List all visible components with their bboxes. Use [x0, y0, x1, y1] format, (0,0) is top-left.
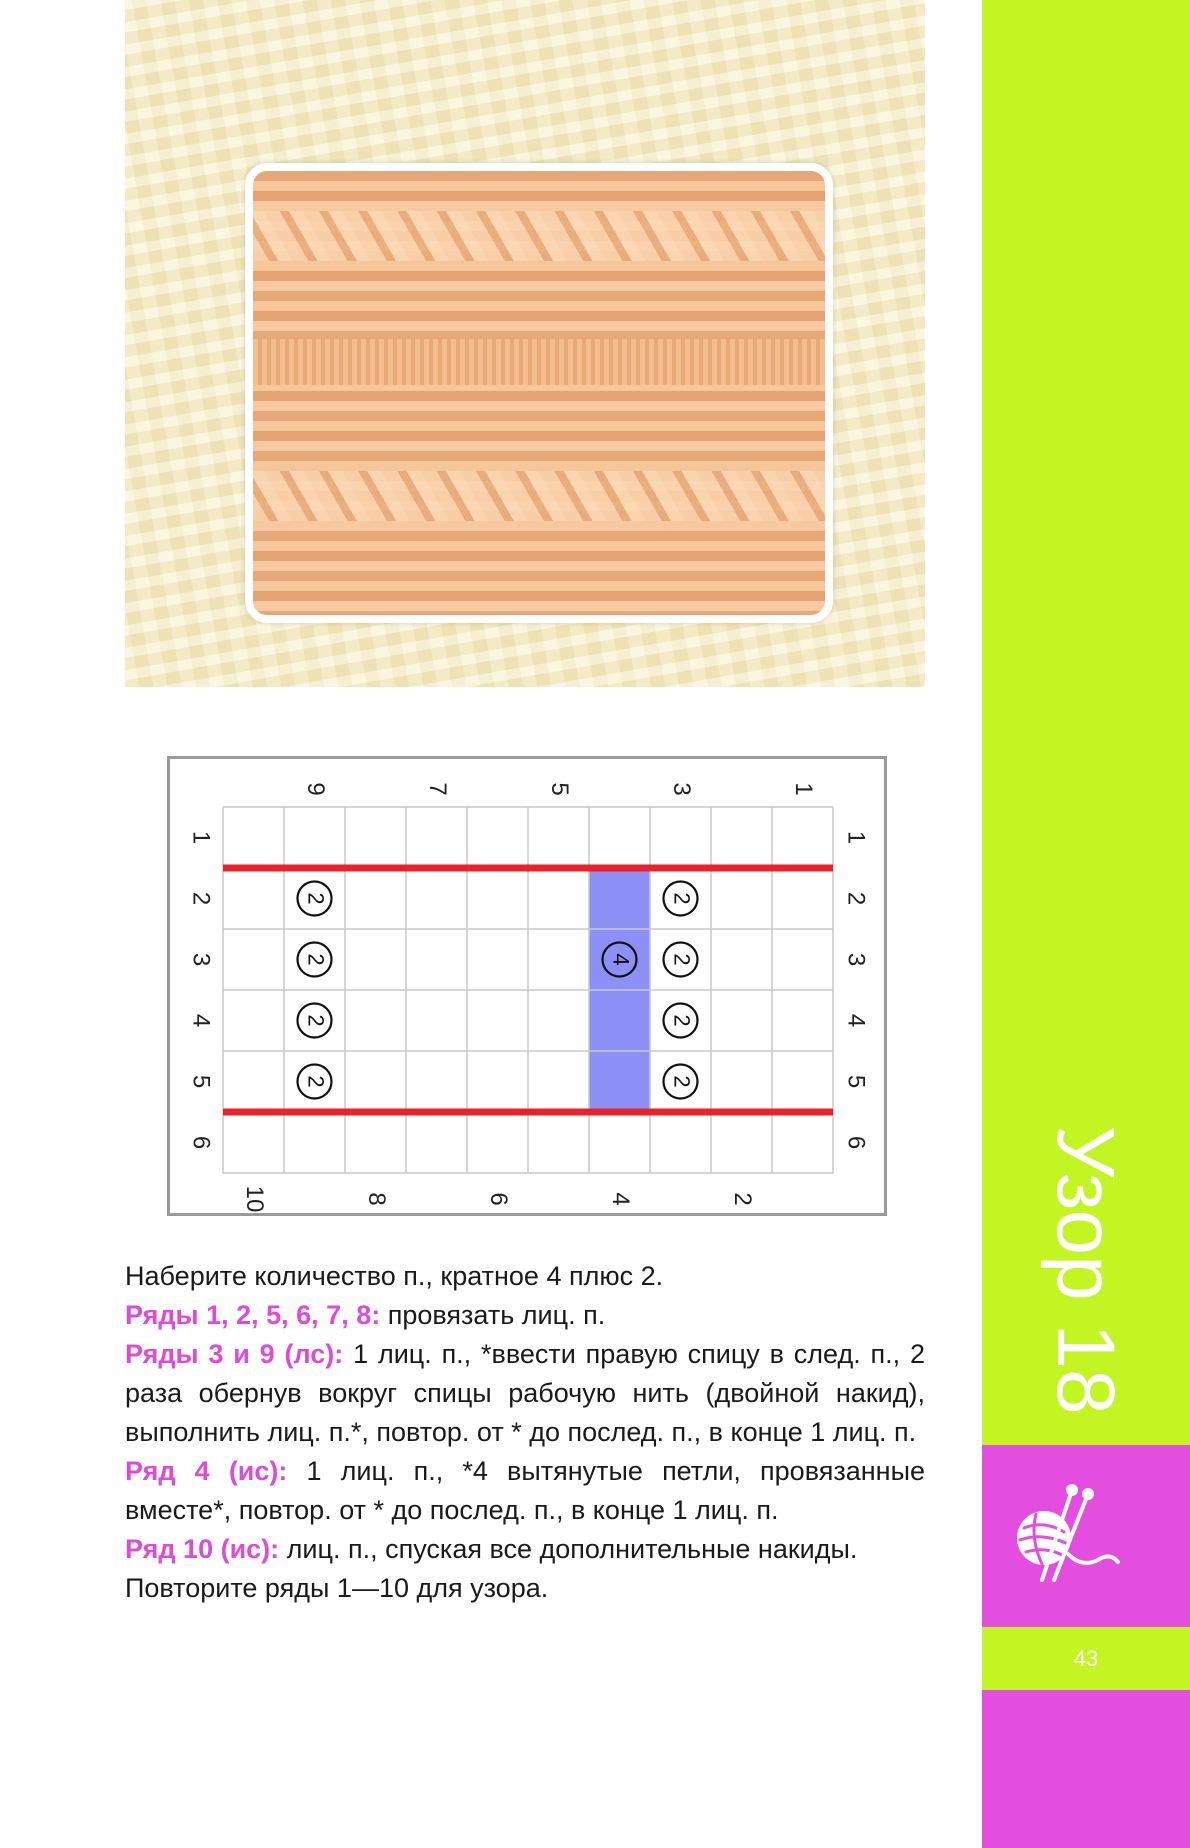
chart-bottom-number: 8: [363, 1192, 391, 1206]
row-label: Ряды 1, 2, 5, 6, 7, 8:: [125, 1300, 381, 1330]
chart-row-number-right: 1: [842, 830, 870, 845]
chart-bottom-number: 6: [485, 1192, 513, 1206]
row-text: провязать лиц. п.: [380, 1300, 606, 1330]
double-yo-symbol: 2: [303, 892, 329, 905]
chart-row-number-right: 3: [842, 952, 870, 967]
chart-top-number: 7: [424, 782, 452, 796]
chart-top-number: 3: [668, 782, 696, 796]
row-label: Ряды 3 и 9 (лс):: [125, 1339, 344, 1369]
row-text: 1 лиц. п., *ввести правую спицу в след. п., 2 раза обернув вокруг спицы рабочую нить (двойной накид), выполнить лиц. п.*, повтор. от * до послед. п., в конце 1 лиц. п.: [125, 1339, 925, 1447]
instruction-row-10: [125, 1530, 925, 1569]
swatch-stripe-row: [253, 339, 825, 385]
instruction-intro: Наберите количество п., кратное 4 плюс 2.: [125, 1261, 664, 1291]
row-label: Ряд 10 (ис):: [125, 1534, 280, 1564]
chart-row-number-right: 2: [842, 891, 870, 906]
swatch-twist-row: [253, 211, 825, 261]
chart-row-number-right: 5: [842, 1074, 870, 1089]
instruction-row-1: [125, 1296, 925, 1335]
sidebar-magenta-footer: [982, 1690, 1190, 1848]
row-label: Ряд 4 (ис):: [125, 1456, 288, 1486]
yarn-ball-needles-icon: [1002, 1480, 1122, 1590]
chart-row-number-right: 6: [842, 1135, 870, 1150]
chart-top-number: 5: [546, 782, 574, 796]
double-yo-symbol: 2: [303, 953, 329, 966]
double-yo-symbol: 2: [303, 1075, 329, 1088]
double-yo-symbol: 2: [303, 1014, 329, 1027]
swatch-twist-row: [253, 471, 825, 521]
chart-top-number: 9: [302, 782, 330, 796]
chart-row-number-left: 3: [187, 952, 215, 967]
pattern-title: Узор 18: [1040, 1125, 1131, 1415]
instruction-row-3: [125, 1335, 925, 1452]
chart-row-number-right: 4: [842, 1013, 870, 1028]
swatch-photo: [245, 163, 833, 623]
double-yo-symbol: 2: [669, 953, 695, 966]
knitting-chart: [167, 756, 887, 1216]
chart-bottom-number: 10: [241, 1185, 269, 1213]
double-yo-symbol: 2: [669, 1075, 695, 1088]
chart-row-number-left: 4: [187, 1013, 215, 1028]
chart-row-number-left: 1: [187, 830, 215, 845]
chart-bottom-number: 2: [729, 1192, 757, 1206]
chart-row-number-left: 2: [187, 891, 215, 906]
chart-svg: [170, 759, 884, 1213]
double-yo-symbol: 2: [669, 1014, 695, 1027]
chart-top-number: 1: [790, 782, 818, 796]
chart-bottom-number: 4: [607, 1192, 635, 1206]
instruction-row-4: [125, 1452, 925, 1530]
pattern-title-container: [1005, 1120, 1165, 1420]
chart-row-number-left: 6: [187, 1135, 215, 1150]
row-text: лиц. п., спуская все дополнительные накиды.: [279, 1534, 858, 1564]
double-yo-symbol: 2: [669, 892, 695, 905]
four-tog-symbol: 4: [608, 953, 634, 966]
instructions: [125, 1257, 925, 1608]
instruction-outro: Повторите ряды 1—10 для узора.: [125, 1573, 549, 1603]
swatch-photo-background: [125, 0, 925, 687]
row-text: 1 лиц. п., *4 вытянутые петли, провязанные вместе*, повтор. от * до послед. п., в конце 1 лиц. п.: [125, 1456, 925, 1525]
page-number: 43: [1073, 1646, 1099, 1671]
chart-row-number-left: 5: [187, 1074, 215, 1089]
